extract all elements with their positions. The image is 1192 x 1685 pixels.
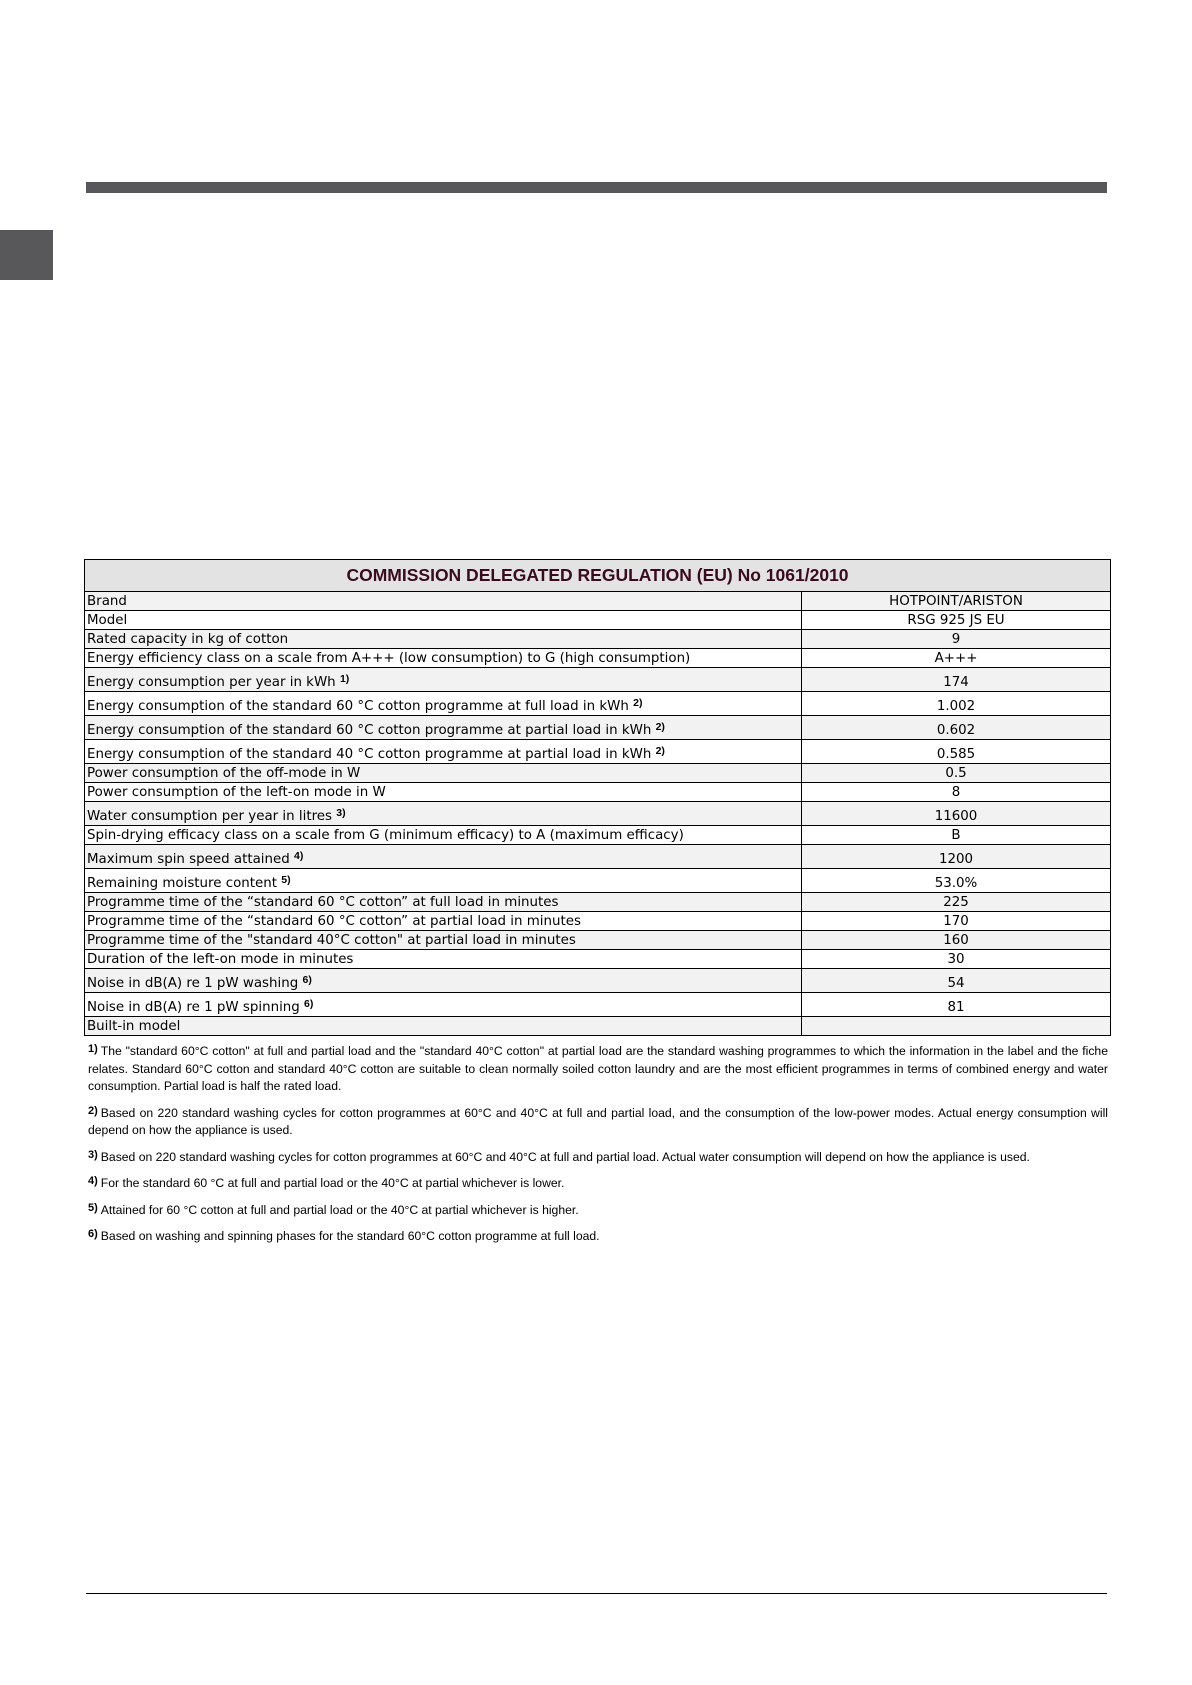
table-row [85,692,1111,716]
footnote-ref: 2) [655,745,665,758]
row-value: 0.602 [802,716,1111,740]
footnote [88,1202,1108,1220]
footnote-ref: 6) [304,998,314,1011]
footnote-ref: 4) [294,850,304,863]
row-value: 11600 [802,802,1111,826]
row-label-text: Rated capacity in kg of cotton [87,632,289,648]
row-label [85,649,802,668]
table-row [85,592,1111,611]
row-label-text: Energy consumption of the standard 40 °C cotton programme at partial load in kWh [87,747,652,763]
table-row [85,740,1111,764]
table-title-row [85,560,1111,592]
row-label [85,845,802,869]
row-label [85,716,802,740]
row-value: 225 [802,893,1111,912]
row-label-text: Duration of the left-on mode in minutes [87,952,354,968]
footnote [88,1149,1108,1167]
regulation-table [84,559,1111,1036]
row-label [85,950,802,969]
row-value: 1.002 [802,692,1111,716]
row-label [85,740,802,764]
row-label-text: Power consumption of the left-on mode in W [87,785,386,801]
row-label-text: Programme time of the “standard 60 °C cotton” at full load in minutes [87,895,559,911]
row-label-text: Maximum spin speed attained [87,852,290,868]
row-value: 1200 [802,845,1111,869]
row-label [85,592,802,611]
row-value: 174 [802,668,1111,692]
row-label-text: Model [87,613,128,629]
row-label-text: Spin-drying efficacy class on a scale from G (minimum efficacy) to A (maximum efficacy) [87,828,684,844]
row-label-text: Programme time of the "standard 40°C cotton" at partial load in minutes [87,933,576,949]
footnote [88,1228,1108,1246]
table-row [85,993,1111,1017]
footnote-text: The "standard 60°C cotton" at full and partial load and the "standard 40°C cotton" at partial load are the standard washing programmes to which the information in the label and the fiche relates. Standard 60°C cotton and standard 40°C cotton are suitable to clean normally soiled cotton laundry and are the most efficient programmes in terms of combined energy and water consumption. Partial load is half the rated load. [88,1044,1108,1093]
row-value: 170 [802,912,1111,931]
row-label [85,969,802,993]
row-label-text: Energy consumption of the standard 60 °C cotton programme at partial load in kWh [87,723,652,739]
footnote-ref: 3) [336,807,346,820]
table-row [85,950,1111,969]
row-value: A+++ [802,649,1111,668]
row-label [85,668,802,692]
footnote-ref: 2) [633,697,643,710]
row-value [802,1017,1111,1036]
row-value: HOTPOINT/ARISTON [802,592,1111,611]
footnote-number: 6) [88,1228,98,1240]
row-label [85,692,802,716]
row-label-text: Brand [87,594,127,610]
row-value: 160 [802,931,1111,950]
footnote-number: 3) [88,1148,98,1161]
table-row [85,764,1111,783]
footnote-number: 4) [88,1175,98,1187]
table-row [85,912,1111,931]
footer-rule [86,1593,1107,1594]
row-label-text: Energy consumption per year in kWh [87,675,336,691]
row-label [85,912,802,931]
table-row [85,668,1111,692]
row-label [85,869,802,893]
row-value: 0.585 [802,740,1111,764]
footnote-ref: 1) [339,673,350,686]
row-label-text: Programme time of the “standard 60 °C cotton” at partial load in minutes [87,914,581,930]
table-row [85,649,1111,668]
footnote-ref: 2) [655,721,665,734]
row-label [85,993,802,1017]
footnote-text: Based on 220 standard washing cycles for cotton programmes at 60°C and 40°C at full and partial load, and the consumption of the low-power modes. Actual energy consumption will depend on how the appliance is used. [88,1105,1108,1137]
row-value: 53.0% [802,869,1111,893]
row-value: 8 [802,783,1111,802]
row-value: B [802,826,1111,845]
table-row [85,931,1111,950]
row-label [85,931,802,950]
footnote-ref: 6) [302,974,312,987]
row-label [85,802,802,826]
row-value: 81 [802,993,1111,1017]
row-label [85,826,802,845]
table-row [85,845,1111,869]
table-row [85,1017,1111,1036]
table-row [85,630,1111,649]
row-label-text: Water consumption per year in litres [87,809,333,825]
footnote-number: 2) [88,1104,98,1117]
row-label-text: Power consumption of the off-mode in W [87,766,361,782]
footnote-text: Based on washing and spinning phases for the standard 60°C cotton programme at full load. [100,1229,600,1243]
row-label [85,893,802,912]
table-row [85,969,1111,993]
row-label-text: Remaining moisture content [87,876,278,892]
row-label [85,630,802,649]
footnote-text: For the standard 60 °C at full and partial load or the 40°C at partial whichever is lower. [100,1176,565,1190]
footnote-number: 5) [88,1201,98,1214]
table-row [85,893,1111,912]
row-label-text: Noise in dB(A) re 1 pW spinning [87,1000,300,1016]
footnote-number: 1) [88,1043,98,1055]
table-row [85,611,1111,630]
row-label-text: Noise in dB(A) re 1 pW washing [87,976,299,992]
row-value: 9 [802,630,1111,649]
table-row [85,869,1111,893]
table-row [85,802,1111,826]
row-label-text: Energy consumption of the standard 60 °C cotton programme at full load in kWh [87,699,629,715]
row-value: 0.5 [802,764,1111,783]
footnote [88,1043,1108,1096]
footnote-text: Based on 220 standard washing cycles for cotton programmes at 60°C and 40°C at full and partial load. Actual water consumption will depend on how the appliance is used. [100,1149,1030,1164]
row-label [85,783,802,802]
table-title: COMMISSION DELEGATED REGULATION (EU) No 1061/2010 [85,560,1111,592]
footnotes [88,1043,1108,1255]
footnote-text: Attained for 60 °C cotton at full and partial load or the 40°C at partial whichever is higher. [100,1202,579,1217]
row-label [85,611,802,630]
table-row [85,826,1111,845]
row-label-text: Built-in model [87,1019,181,1035]
footnote-ref: 5) [281,874,291,887]
regulation-table-body [85,560,1111,1036]
row-label [85,764,802,783]
row-label [85,1017,802,1036]
section-tab-marker [0,230,53,280]
footnote [88,1175,1108,1193]
header-bar [86,182,1107,193]
table-row [85,783,1111,802]
row-value: 54 [802,969,1111,993]
footnote [88,1105,1108,1140]
row-value: RSG 925 JS EU [802,611,1111,630]
row-label-text: Energy efficiency class on a scale from A+++ (low consumption) to G (high consumption) [87,651,691,667]
table-row [85,716,1111,740]
row-value: 30 [802,950,1111,969]
